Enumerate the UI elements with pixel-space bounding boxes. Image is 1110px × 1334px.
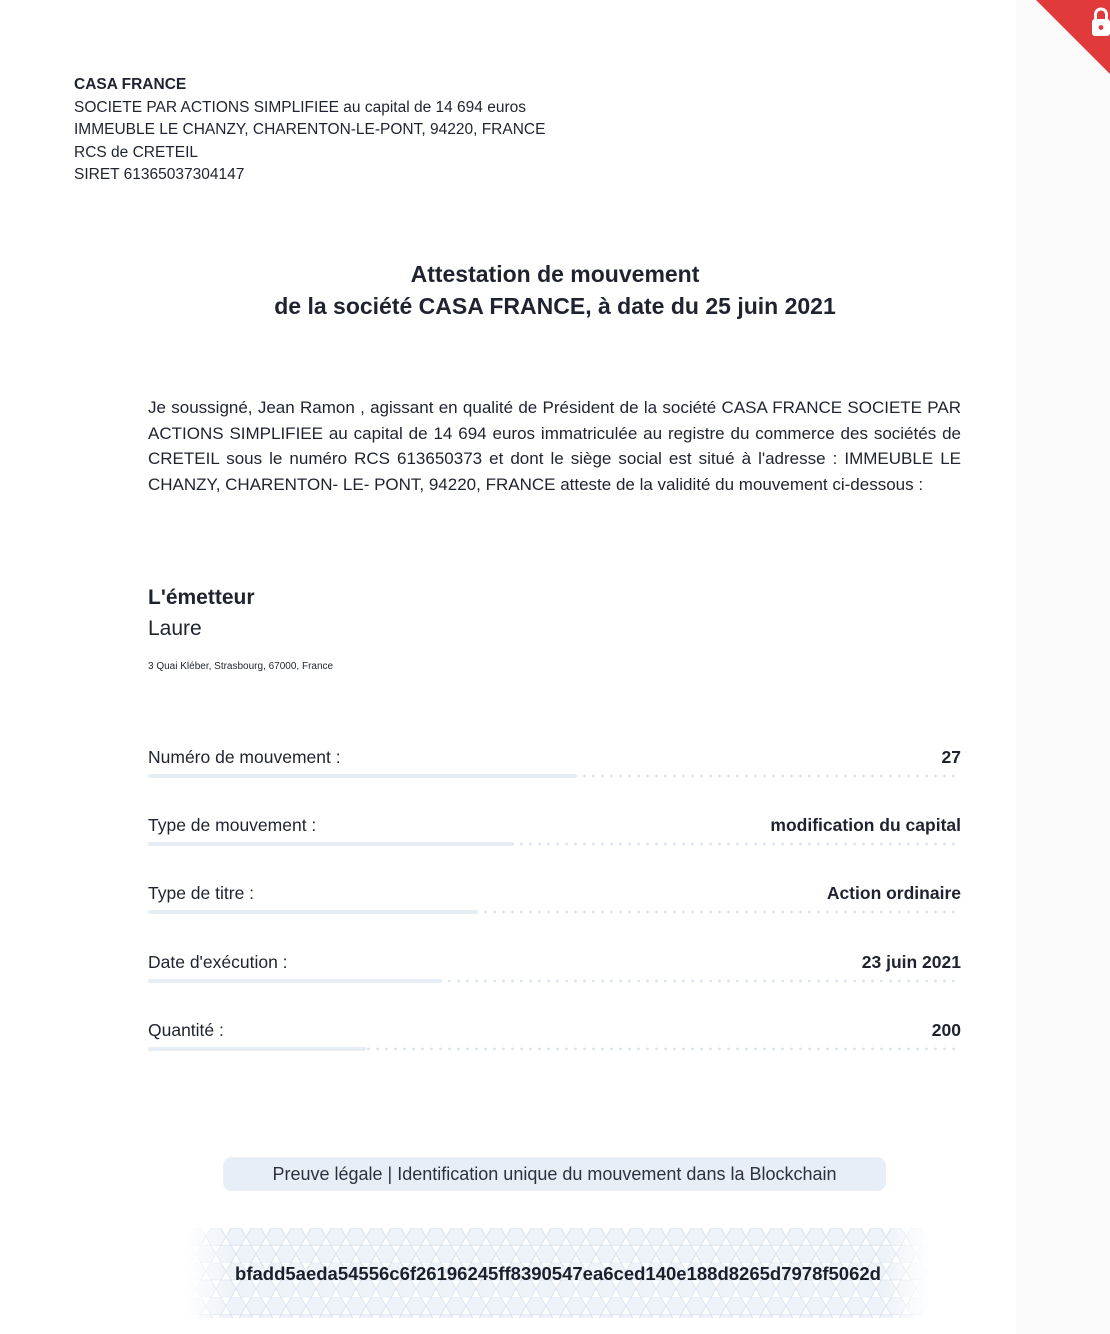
- detail-label: Date d'exécution :: [148, 952, 288, 972]
- attestation-paragraph: Je soussigné, Jean Ramon , agissant en qualité de Président de la société CASA FRANCE SOCIETE PAR ACTIONS SIMPLIFIEE au capital de 14 694 euros immatriculée au registre du commerce des sociétés de CRETEIL sous le numéro RCS 613650373 et dont le siège social est situé à l'adresse : IMMEUBLE LE CHANZY, CHARENTON- LE- PONT, 94220, FRANCE atteste de la validité du mouvement ci-dessous :: [148, 398, 961, 494]
- detail-row-movement-type: [148, 814, 961, 848]
- detail-row-quantity: [148, 1019, 961, 1053]
- blockchain-hash[interactable]: bfadd5aeda54556c6f26196245ff8390547ea6ced140e188d8265d7978f5062d: [235, 1263, 881, 1284]
- company-rcs: RCS de CRETEIL: [74, 143, 199, 161]
- corner-strip: [1016, 0, 1110, 1334]
- detail-row-movement-number: [148, 746, 961, 780]
- company-legal-form: SOCIETE PAR ACTIONS SIMPLIFIEE au capital de 14 694 euros: [74, 98, 526, 116]
- company-siret: SIRET 61365037304147: [74, 166, 245, 183]
- detail-row-execution-date: [148, 951, 961, 985]
- blockchain-proof-label: Preuve légale | Identification unique du mouvement dans la Blockchain: [223, 1157, 886, 1191]
- issuer-name: Laure: [148, 617, 202, 640]
- company-address: IMMEUBLE LE CHANZY, CHARENTON-LE-PONT, 94220, FRANCE: [74, 121, 546, 138]
- title-line-2: de la société CASA FRANCE, à date du 25 juin 2021: [274, 293, 836, 319]
- detail-label: Numéro de mouvement :: [148, 747, 341, 767]
- corner-badge: [1016, 0, 1110, 94]
- detail-label: Type de mouvement :: [148, 815, 317, 835]
- document-title: [0, 258, 1110, 322]
- detail-label: Type de titre :: [148, 883, 255, 903]
- detail-label: Quantité :: [148, 1020, 224, 1040]
- divider-bar: [148, 1047, 366, 1051]
- detail-value: 23 juin 2021: [861, 952, 961, 972]
- divider-bar: [148, 979, 442, 983]
- detail-row-security-type: [148, 882, 961, 916]
- divider-bar: [148, 774, 576, 778]
- issuer-heading: L'émetteur: [148, 586, 255, 609]
- detail-value: 200: [931, 1020, 961, 1040]
- company-header: [74, 74, 545, 187]
- detail-value: Action ordinaire: [826, 883, 961, 903]
- title-line-1: Attestation de mouvement: [410, 261, 700, 287]
- company-name: CASA FRANCE: [74, 76, 187, 93]
- detail-value: 27: [941, 747, 961, 767]
- divider-bar: [148, 842, 512, 846]
- detail-value: modification du capital: [770, 815, 961, 835]
- issuer-address: 3 Quai Kléber, Strasbourg, 67000, France: [148, 661, 334, 672]
- divider-bar: [148, 910, 478, 914]
